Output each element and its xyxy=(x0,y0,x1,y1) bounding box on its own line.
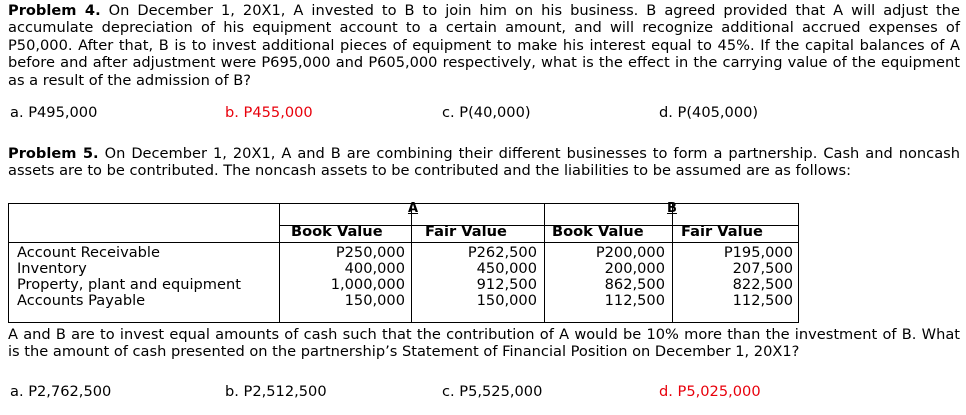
problem-5-option-d: d. P5,025,000 xyxy=(659,383,761,400)
table-cell: 450,000 xyxy=(476,260,537,277)
col-header-a-book: Book Value xyxy=(291,223,383,240)
problem-4-option-d: d. P(405,000) xyxy=(659,104,759,121)
table-cell: P195,000 xyxy=(723,244,793,261)
table-cell: 112,500 xyxy=(732,292,793,309)
problem-5-text xyxy=(8,145,960,180)
row-label: Property, plant and equipment xyxy=(17,276,241,293)
problem-4-option-a: a. P495,000 xyxy=(10,104,98,121)
assets-table xyxy=(8,203,799,323)
col-header-a-fair: Fair Value xyxy=(425,223,507,240)
problem-5-option-a: a. P2,762,500 xyxy=(10,383,112,400)
row-label: Account Receivable xyxy=(17,244,160,261)
table-divider xyxy=(279,204,280,322)
table-cell: 822,500 xyxy=(732,276,793,293)
group-header-a: A xyxy=(407,201,419,216)
table-cell: 200,000 xyxy=(604,260,665,277)
problem-4-label: Problem 4. xyxy=(8,2,101,19)
problem-5-label: Problem 5. xyxy=(8,145,99,162)
table-divider xyxy=(411,204,412,322)
group-header-b: B xyxy=(667,201,677,216)
col-header-b-book: Book Value xyxy=(552,223,644,240)
row-label: Inventory xyxy=(17,260,87,277)
table-cell: P200,000 xyxy=(595,244,665,261)
problem-5-options xyxy=(8,383,960,401)
table-divider xyxy=(544,204,545,322)
table-divider xyxy=(672,204,673,322)
row-label: Accounts Payable xyxy=(17,292,146,309)
table-cell: 150,000 xyxy=(344,292,405,309)
problem-4-options xyxy=(8,104,960,122)
problem-5-body: On December 1, 20X1, A and B are combining their different businesses to form a partnership. Cash and noncash assets are to be contributed. The noncash assets to be contributed and the liabilities to be assumed are as follows: xyxy=(8,145,960,180)
table-cell: P262,500 xyxy=(467,244,537,261)
table-cell: 1,000,000 xyxy=(330,276,405,293)
table-cell: 912,500 xyxy=(476,276,537,293)
problem-4-text xyxy=(8,2,960,89)
table-cell: 112,500 xyxy=(604,292,665,309)
problem-5-question: A and B are to invest equal amounts of cash such that the contribution of A would be 10% more than the investment of B. What is the amount of cash presented on the partnership’s Statement of Financial Position on December 1, 20X1? xyxy=(8,326,960,361)
table-cell: 207,500 xyxy=(732,260,793,277)
table-cell: 150,000 xyxy=(476,292,537,309)
problem-5-option-b: b. P2,512,500 xyxy=(225,383,327,400)
problem-4-option-b: b. P455,000 xyxy=(225,104,313,121)
problem-5-option-c: c. P5,525,000 xyxy=(442,383,543,400)
table-cell: P250,000 xyxy=(335,244,405,261)
problem-4-body: On December 1, 20X1, A invested to B to join him on his business. B agreed provided that A will adjust the accumulate depreciation of his equipment account to a certain amount, and will recognize additional accrued expenses of P50,000. After that, B is to invest additional pieces of equipment to make his interest equal to 45%. If the capital balances of A before and after adjustment were P695,000 and P605,000 respectively, what is the effect in the carrying value of the equipment as a result of the admission of B? xyxy=(8,2,960,89)
problem-4-option-c: c. P(40,000) xyxy=(442,104,531,121)
table-cell: 862,500 xyxy=(604,276,665,293)
table-cell: 400,000 xyxy=(344,260,405,277)
col-header-b-fair: Fair Value xyxy=(681,223,763,240)
table-divider xyxy=(9,242,798,243)
